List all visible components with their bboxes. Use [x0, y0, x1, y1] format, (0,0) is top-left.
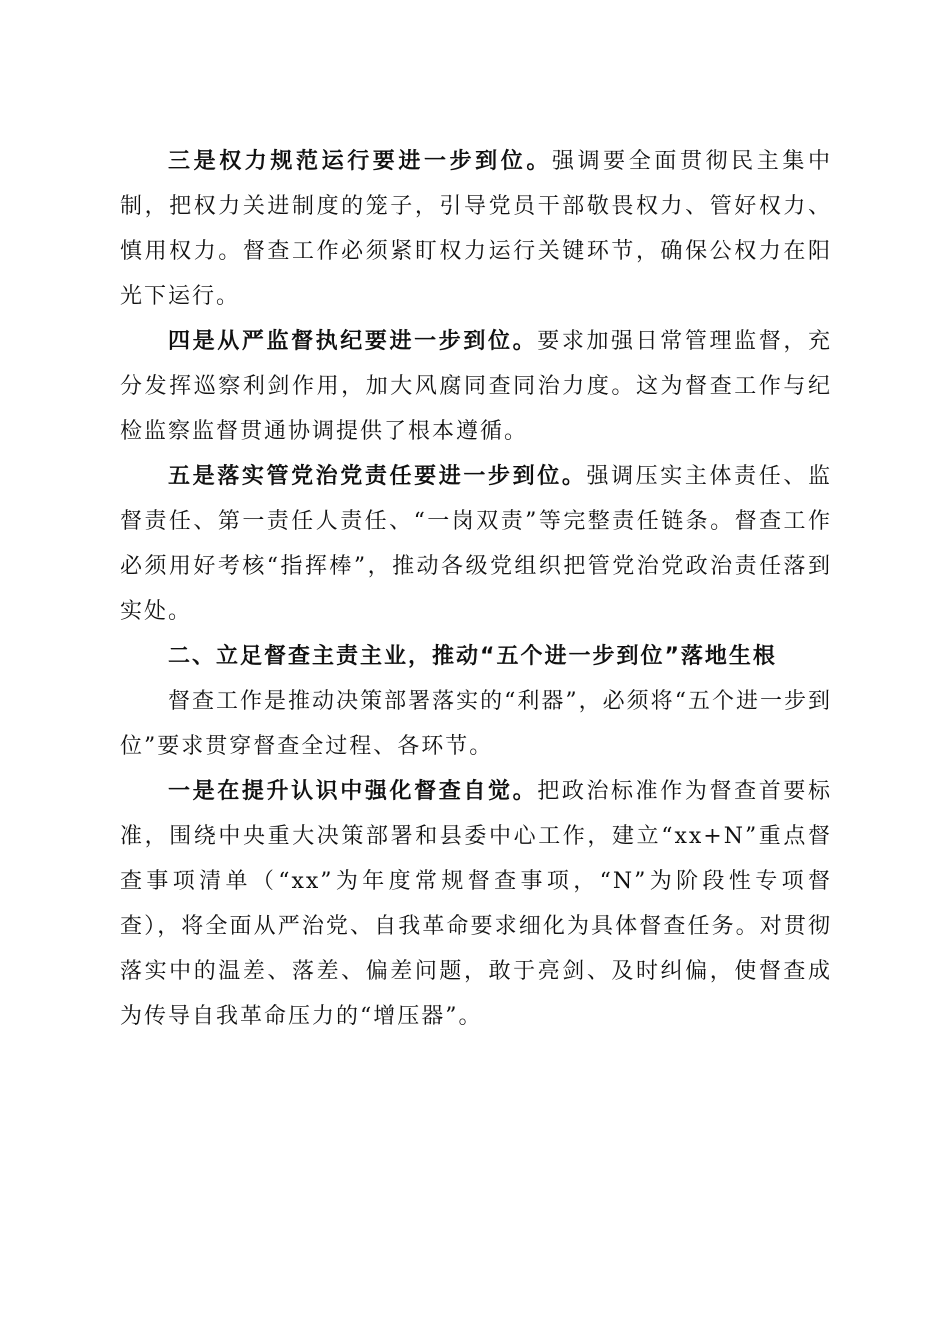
paragraph-party-responsibility — [120, 454, 832, 634]
document-body — [120, 139, 832, 1039]
paragraph-text: 强调压实主体责任、监督责任、第一责任人责任、“一岗双责”等完整责任链条。督查工作必须用好考核“指挥棒”，推动各级党组织把管党治党政治责任落到实处。 — [120, 464, 832, 624]
paragraph-text: 强调要全面贯彻民主集中制，把权力关进制度的笼子，引导党员干部敬畏权力、管好权力、慎用权力。督查工作必须紧盯权力运行关键环节，确保公权力在阳光下运行。 — [120, 149, 832, 309]
paragraph-power-regulation — [120, 139, 832, 319]
paragraph-text: 要求加强日常管理监督，充分发挥巡察利剑作用，加大风腐同查同治力度。这为督查工作与纪检监察监督贯通协调提供了根本遵循。 — [120, 329, 832, 444]
section-heading: 二、立足督查主责主业，推动“五个进一步到位”落地生根 — [168, 644, 777, 669]
paragraph-lead: 五是落实管党治党责任要进一步到位。 — [168, 463, 587, 489]
paragraph-awareness — [120, 769, 832, 1039]
paragraph-text: 把政治标准作为督查首要标准，围绕中央重大决策部署和县委中心工作，建立“xx+N”重点督查事项清单（“xx”为年度常规督查事项，“N”为阶段性专项督查），将全面从严治党、自我革命要求细化为具体督查任务。对贯彻落实中的温差、落差、偏差问题，敢于亮剑、及时纠偏，使督查成为传导自我革命压力的“增压器”。 — [120, 779, 832, 1029]
paragraph-lead: 一是在提升认识中强化督查自觉。 — [168, 778, 538, 804]
section-intro: 督查工作是推动决策部署落实的“利器”，必须将“五个进一步到位”要求贯穿督查全过程、各环节。 — [120, 689, 832, 759]
paragraph-lead: 四是从严监督执纪要进一步到位。 — [168, 328, 538, 354]
paragraph-lead: 三是权力规范运行要进一步到位。 — [168, 148, 552, 174]
paragraph-strict-supervision — [120, 319, 832, 454]
